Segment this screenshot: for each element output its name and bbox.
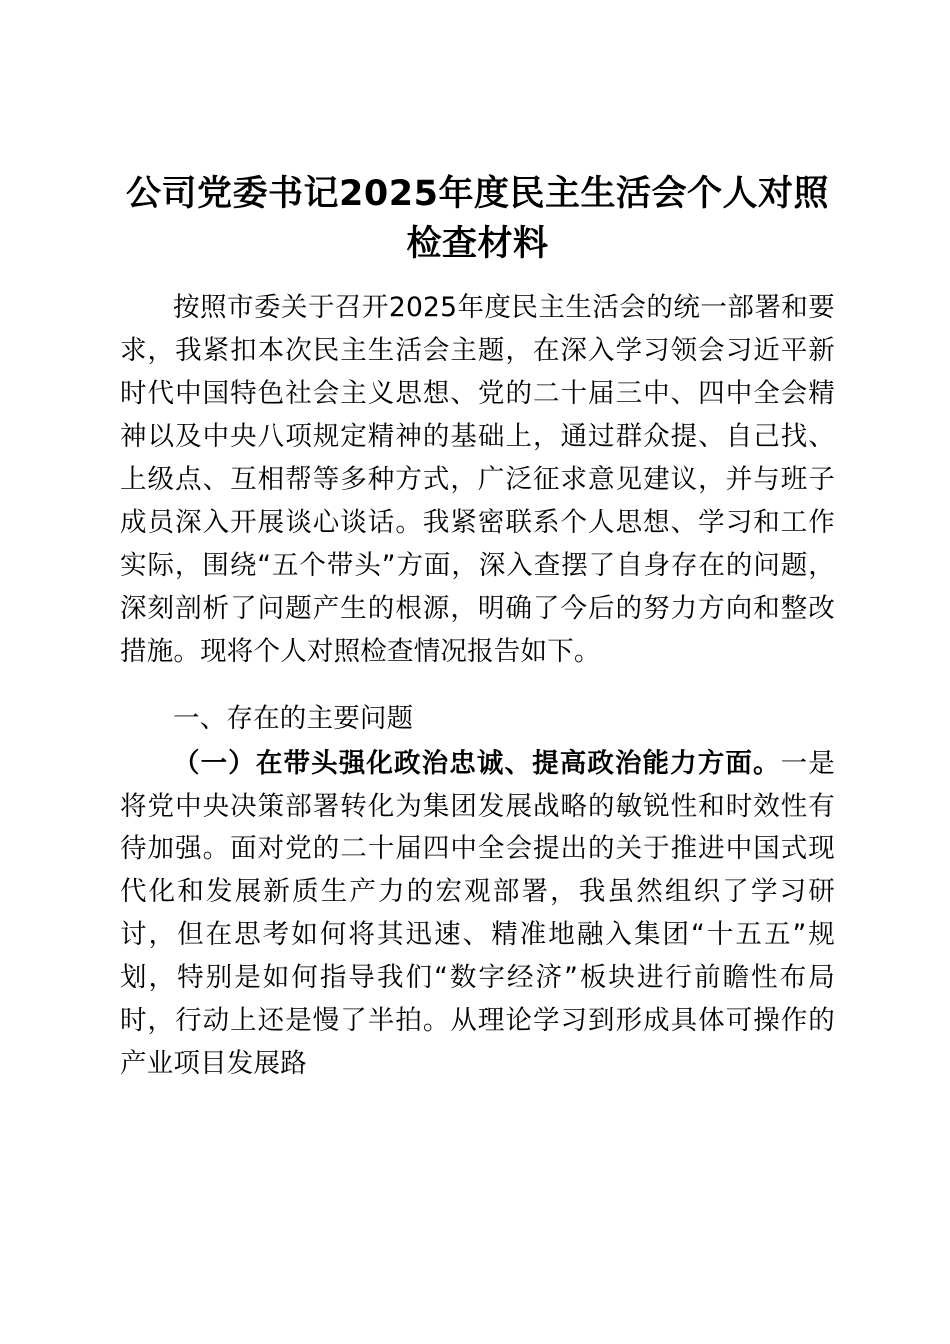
- paragraph-spacer: [120, 676, 835, 686]
- intro-paragraph: 按照市委关于召开2025年度民主生活会的统一部署和要求，我紧扣本次民主生活会主题，在深入学习领会习近平新时代中国特色社会主义思想、党的二十届三中、四中全会精神以及中央八项规定精神的基础上，通过群众提、自己找、上级点、互相帮等多种方式，广泛征求意见建议，并与班子成员深入开展谈心谈话。我紧密联系个人思想、学习和工作实际，围绕“五个带头”方面，深入查摆了自身存在的问题，深刻剖析了问题产生的根源，明确了今后的努力方向和整改措施。现将个人对照检查情况报告如下。: [120, 292, 835, 667]
- subsection-body-text: 一是将党中央决策部署转化为集团发展战略的敏锐性和时效性有待加强。面对党的二十届四中全会提出的关于推进中国式现代化和发展新质生产力的宏观部署，我虽然组织了学习研讨，但在思考如何将其迅速、精准地融入集团“十五五”规划，特别是如何指导我们“数字经济”板块进行前瞻性布局时，行动上还是慢了半拍。从理论学习到形成具体可操作的产业项目发展路: [120, 747, 835, 1080]
- section-heading-main-problems: 一、存在的主要问题: [173, 702, 414, 734]
- subsection-lead-label: （一）在带头强化政治忠诚、提高政治能力方面。: [173, 747, 781, 779]
- subsection-paragraph-1: [120, 743, 835, 1086]
- page-title: 公司党委书记2025年度民主生活会个人对照检查材料: [126, 174, 829, 264]
